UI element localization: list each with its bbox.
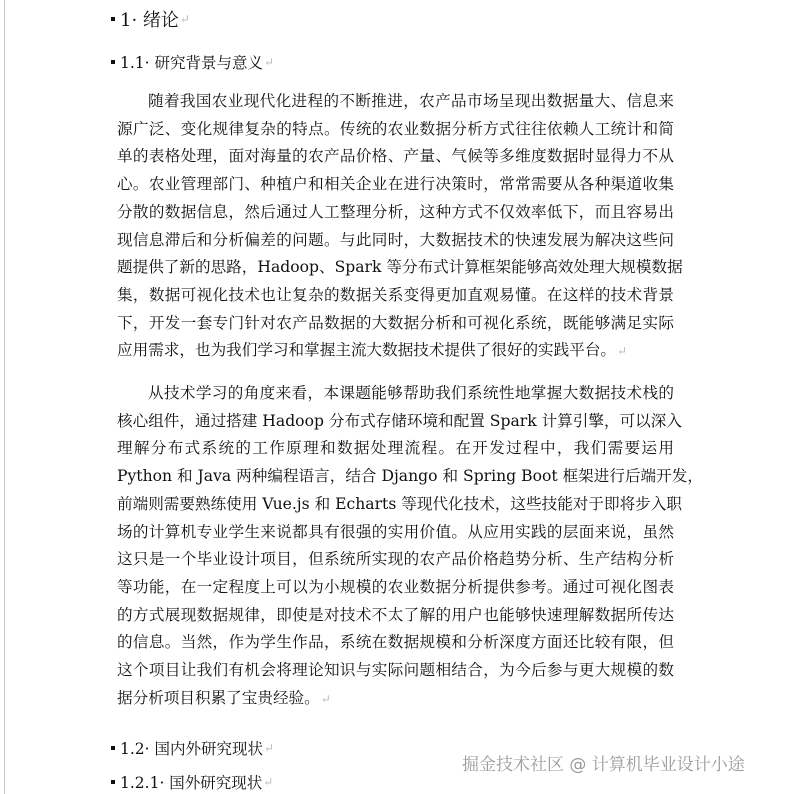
watermark: 掘金技术社区 @ 计算机毕业设计小途	[462, 755, 745, 775]
text-line: 单的表格处理，面对海量的农产品价格、产量、气候等多维度数据时显得力不从	[117, 147, 674, 166]
text-line: 这只是一个毕业设计项目，但系统所实现的农产品价格趋势分析、生产结构分析	[117, 550, 674, 569]
text-line: 源广泛、变化规律复杂的特点。传统的农业数据分析方式往往依赖人工统计和简	[117, 119, 674, 138]
text-line: 从技术学习的角度来看，本课题能够帮助我们系统性地掌握大数据技术栈的	[148, 384, 674, 402]
paragraph-mark-icon: ↵	[617, 344, 628, 359]
text-line: 的方式展现数据规律，即使是对技术不太了解的用户也能够快速理解数据所传达	[117, 605, 674, 624]
paragraph-mark-icon: ↵	[264, 741, 275, 755]
list-bullet-marker	[111, 17, 115, 21]
text-line: 据分析项目积累了宝贵经验。↵	[117, 688, 331, 707]
list-bullet-marker	[111, 746, 115, 750]
text-line: 题提供了新的思路，Hadoop、Spark 等分布式计算框架能够高效处理大规模数据	[117, 258, 683, 277]
text-line: 集，数据可视化技术也让复杂的数据关系变得更加直观易懂。在这样的技术背景	[117, 285, 674, 304]
text-line: 随着我国农业现代化进程的不断推进，农产品市场呈现出数据量大、信息来	[148, 92, 674, 110]
heading-1-2-research-status[interactable]	[111, 737, 274, 759]
paragraph-mark-icon: ↵	[179, 12, 190, 26]
heading-text: 1· 绪论	[120, 10, 179, 31]
heading-1-2-1-foreign-status[interactable]	[111, 771, 273, 793]
text-line: 场的计算机专业学生来说都具有很强的实用价值。从应用实践的层面来说，虽然	[117, 522, 674, 541]
text-line: 前端则需要熟练使用 Vue.js 和 Echarts 等现代化技术，这些技能对于即将步入职	[117, 494, 682, 513]
text-line: 下，开发一套专门针对农产品数据的大数据分析和可视化系统，既能够满足实际	[117, 313, 674, 332]
heading-1-1-background[interactable]	[111, 51, 274, 73]
text-line: 应用需求，也为我们学习和掌握主流大数据技术提供了很好的实践平台。↵	[117, 341, 628, 360]
list-bullet-marker	[111, 60, 115, 64]
text-line: 的信息。当然，作为学生作品，系统在数据规模和分析深度方面还比较有限，但	[117, 633, 674, 652]
text-line: 核心组件，通过搭建 Hadoop 分布式存储环境和配置 Spark 计算引擎，可以深入	[117, 411, 682, 430]
text-line: 这个项目让我们有机会将理论知识与实际问题相结合，为今后参与更大规模的数	[117, 661, 674, 679]
paragraph-mark-icon: ↵	[263, 775, 274, 789]
text-line: 分散的数据信息，然后通过人工整理分析，这种方式不仅效率低下，而且容易出	[117, 202, 674, 221]
text-line: 理解分布式系统的工作原理和数据处理流程。在开发过程中，我们需要运用	[117, 439, 674, 458]
text-line: 心。农业管理部门、种植户和相关企业在进行决策时，常常需要从各种渠道收集	[117, 175, 674, 194]
text-line: 现信息滞后和分析偏差的问题。与此同时，大数据技术的快速发展为解决这些问	[117, 230, 674, 249]
heading-text: 1.2.1· 国外研究现状	[120, 774, 263, 792]
text-line: 等功能，在一定程度上可以为小规模的农业数据分析提供参考。通过可视化图表	[117, 577, 674, 596]
paragraph-mark-icon: ↵	[320, 691, 331, 706]
paragraph-mark-icon: ↵	[264, 55, 275, 69]
heading-text: 1.1· 研究背景与意义	[120, 54, 264, 72]
heading-text: 1.2· 国内外研究现状	[120, 740, 264, 758]
heading-1-introduction[interactable]	[111, 6, 190, 32]
list-bullet-marker	[111, 780, 115, 784]
page-margin-line	[4, 0, 5, 794]
text-line: Python 和 Java 两种编程语言，结合 Django 和 Spring Boot 框架进行后端开发，	[117, 467, 703, 486]
